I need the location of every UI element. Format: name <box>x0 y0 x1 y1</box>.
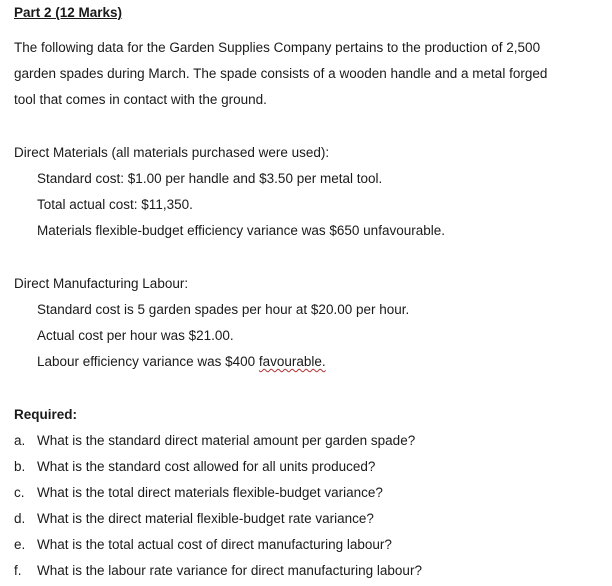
intro-line-1: The following data for the Garden Supplies Company pertains to the production of 2,500 <box>14 40 541 55</box>
question-letter: f. <box>14 563 22 578</box>
question-text: What is the direct material flexible-budget rate variance? <box>37 511 374 526</box>
question-f <box>14 562 422 580</box>
question-d <box>14 510 374 528</box>
intro-line-2: garden spades during March. The spade consists of a wooden handle and a metal forged <box>14 66 548 81</box>
labour-item-efficiency-variance <box>37 353 326 371</box>
question-text: What is the standard direct material amount per garden spade? <box>37 433 416 448</box>
materials-heading: Direct Materials (all materials purchased were used): <box>14 145 330 160</box>
labour-item-standard-cost: Standard cost is 5 garden spades per hour at $20.00 per hour. <box>37 302 410 317</box>
page-title: Part 2 (12 Marks) <box>14 5 123 20</box>
materials-item-efficiency-variance: Materials flexible-budget efficiency variance was $650 unfavourable. <box>37 223 445 238</box>
required-heading: Required: <box>14 407 78 422</box>
question-letter: c. <box>14 485 25 500</box>
question-text: What is the total actual cost of direct manufacturing labour? <box>37 537 392 552</box>
question-b <box>14 458 375 476</box>
question-text: What is the total direct materials flexible-budget variance? <box>37 485 383 500</box>
question-text: What is the standard cost allowed for all units produced? <box>37 459 376 474</box>
intro-line-3: tool that comes in contact with the ground. <box>14 92 267 107</box>
labour-item-actual-cost: Actual cost per hour was $21.00. <box>37 328 234 343</box>
question-a <box>14 432 415 450</box>
labour-heading: Direct Manufacturing Labour: <box>14 276 189 291</box>
materials-item-actual-cost: Total actual cost: $11,350. <box>37 197 193 212</box>
spellcheck-flagged-word: favourable. <box>258 354 326 369</box>
question-letter: a. <box>14 433 26 448</box>
question-text: What is the labour rate variance for direct manufacturing labour? <box>37 563 422 578</box>
question-letter: b. <box>14 459 26 474</box>
labour-efficiency-text: Labour efficiency variance was $400 <box>37 354 259 369</box>
question-letter: d. <box>14 511 26 526</box>
question-e <box>14 536 392 554</box>
materials-item-standard-cost: Standard cost: $1.00 per handle and $3.50 per metal tool. <box>37 171 383 186</box>
question-c <box>14 484 383 502</box>
question-letter: e. <box>14 537 26 552</box>
